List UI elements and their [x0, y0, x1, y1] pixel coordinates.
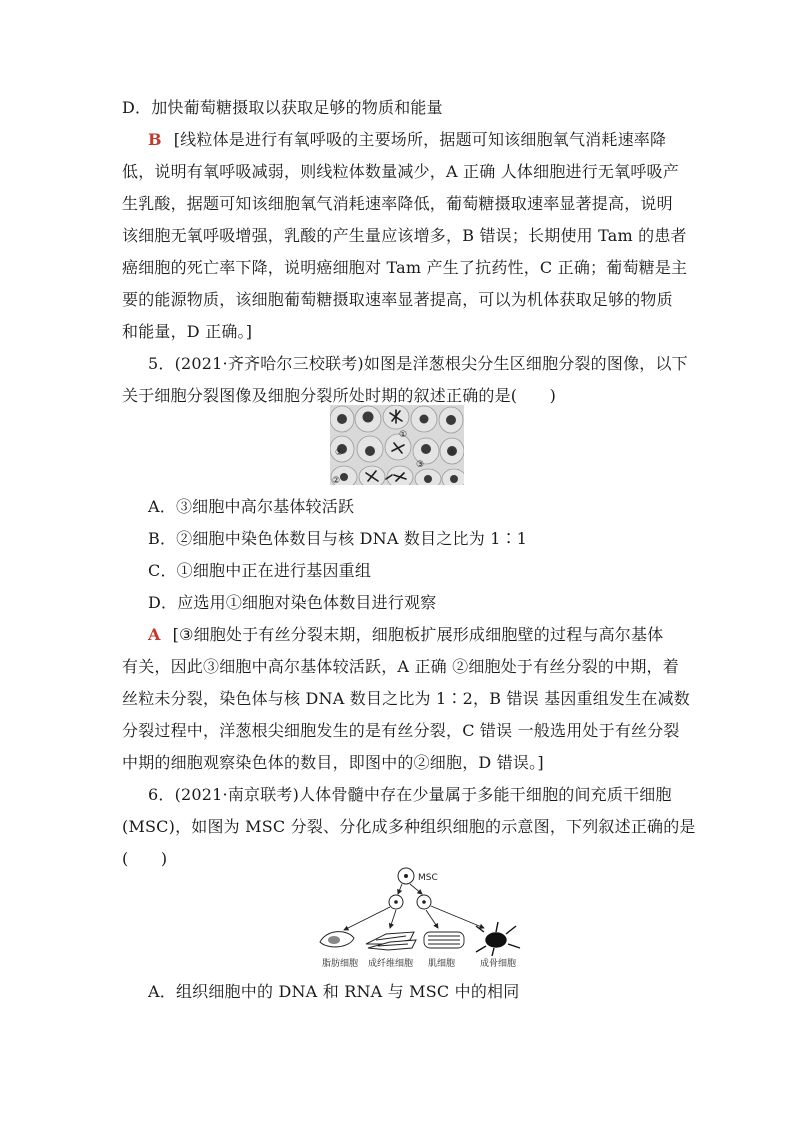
explanation-q5-line3: 丝粒未分裂，染色体与核 DNA 数目之比为 1∶2，B 错误 基因重组发生在减数	[122, 689, 690, 708]
question-6-stem-line3: ( )	[122, 849, 168, 868]
question-5-stem-line2: 关于细胞分裂图像及细胞分裂所处时期的叙述正确的是( )	[122, 386, 557, 405]
cell-name-osteocyte: 成骨细胞	[480, 959, 517, 969]
cell-name-muscle: 肌细胞	[428, 959, 456, 969]
option-d-q4: D．加快葡萄糖摄取以获取足够的物质和能量	[122, 98, 443, 117]
cell-label-1: ①	[399, 430, 408, 440]
msc-cell	[398, 868, 414, 884]
explanation-q4-line5: 癌细胞的死亡率下降，说明癌细胞对 Tam 产生了抗药性，C 正确；葡萄糖是主	[122, 258, 688, 277]
fibroblast-icon	[366, 932, 416, 950]
cell-name-fibroblast: 成纤维细胞	[368, 959, 414, 969]
cell-label-5: ⑤	[335, 448, 344, 458]
question-6-stem-line2: (MSC)，如图为 MSC 分裂、分化成多种组织细胞的示意图，下列叙述正确的是	[122, 817, 696, 836]
msc-differentiation-diagram	[316, 862, 530, 972]
option-c-q5: C．①细胞中正在进行基因重组	[148, 561, 372, 580]
answer-letter-q4: B	[148, 130, 162, 149]
differentiation-arrows	[344, 906, 484, 930]
explanation-q4-line3: 生乳酸，据题可知该细胞氧气消耗速率降低，葡萄糖摄取速率显著提高，说明	[122, 194, 673, 213]
cell-label-4: ④	[448, 448, 457, 458]
explanation-q5-line1: A [③细胞处于有丝分裂末期，细胞板扩展形成细胞壁的过程与高尔基体	[148, 625, 664, 644]
msc-label: MSC	[418, 873, 438, 883]
adipocyte-icon	[320, 932, 354, 947]
explanation-q5-line4: 分裂过程中，洋葱根尖细胞发生的是有丝分裂，C 错误 一般选用处于有丝分裂	[122, 721, 680, 740]
explanation-q4-line6: 要的能源物质，该细胞葡萄糖摄取速率显著提高，可以为机体获取足够的物质	[122, 290, 673, 309]
daughter-cells	[389, 895, 431, 909]
explanation-q4-line2: 低，说明有氧呼吸减弱，则线粒体数量减少，A 正确 人体细胞进行无氧呼吸产	[122, 162, 679, 181]
question-6-stem-line1: 6．(2021·南京联考)人体骨髓中存在少量属于多能干细胞的间充质干细胞	[148, 785, 672, 804]
answer-letter-q5: A	[148, 625, 161, 644]
explanation-q4-line1: B [线粒体是进行有氧呼吸的主要场所，据题可知该细胞氧气消耗速率降	[148, 130, 667, 149]
muscle-cell-icon	[424, 932, 464, 948]
explanation-q5-line5: 中期的细胞观察染色体的数目，即图中的②细胞，D 错误。]	[122, 753, 544, 772]
explanation-q4-line4: 该细胞无氧呼吸增强，乳酸的产生量应该增多，B 错误；长期使用 Tam 的患者	[122, 226, 687, 245]
division-arrows	[398, 884, 422, 894]
explanation-q5-line2: 有关，因此③细胞中高尔基体较活跃，A 正确 ②细胞处于有丝分裂的中期，着	[122, 657, 679, 676]
explanation-q4-line7: 和能量，D 正确。]	[122, 322, 253, 341]
option-b-q5: B．②细胞中染色体数目与核 DNA 数目之比为 1∶1	[148, 529, 528, 548]
onion-root-tip-micrograph	[330, 405, 464, 485]
option-a-q6: A．组织细胞中的 DNA 和 RNA 与 MSC 中的相同	[148, 982, 520, 1001]
cell-label-2: ②	[332, 476, 341, 485]
question-5-stem-line1: 5．(2021·齐齐哈尔三校联考)如图是洋葱根尖分生区细胞分裂的图像，以下	[148, 354, 688, 373]
cell-label-3: ③	[416, 460, 425, 470]
cell-name-adipocyte: 脂肪细胞	[322, 959, 359, 969]
option-a-q5: A．③细胞中高尔基体较活跃	[148, 497, 355, 516]
option-d-q5: D．应选用①细胞对染色体数目进行观察	[148, 593, 437, 612]
